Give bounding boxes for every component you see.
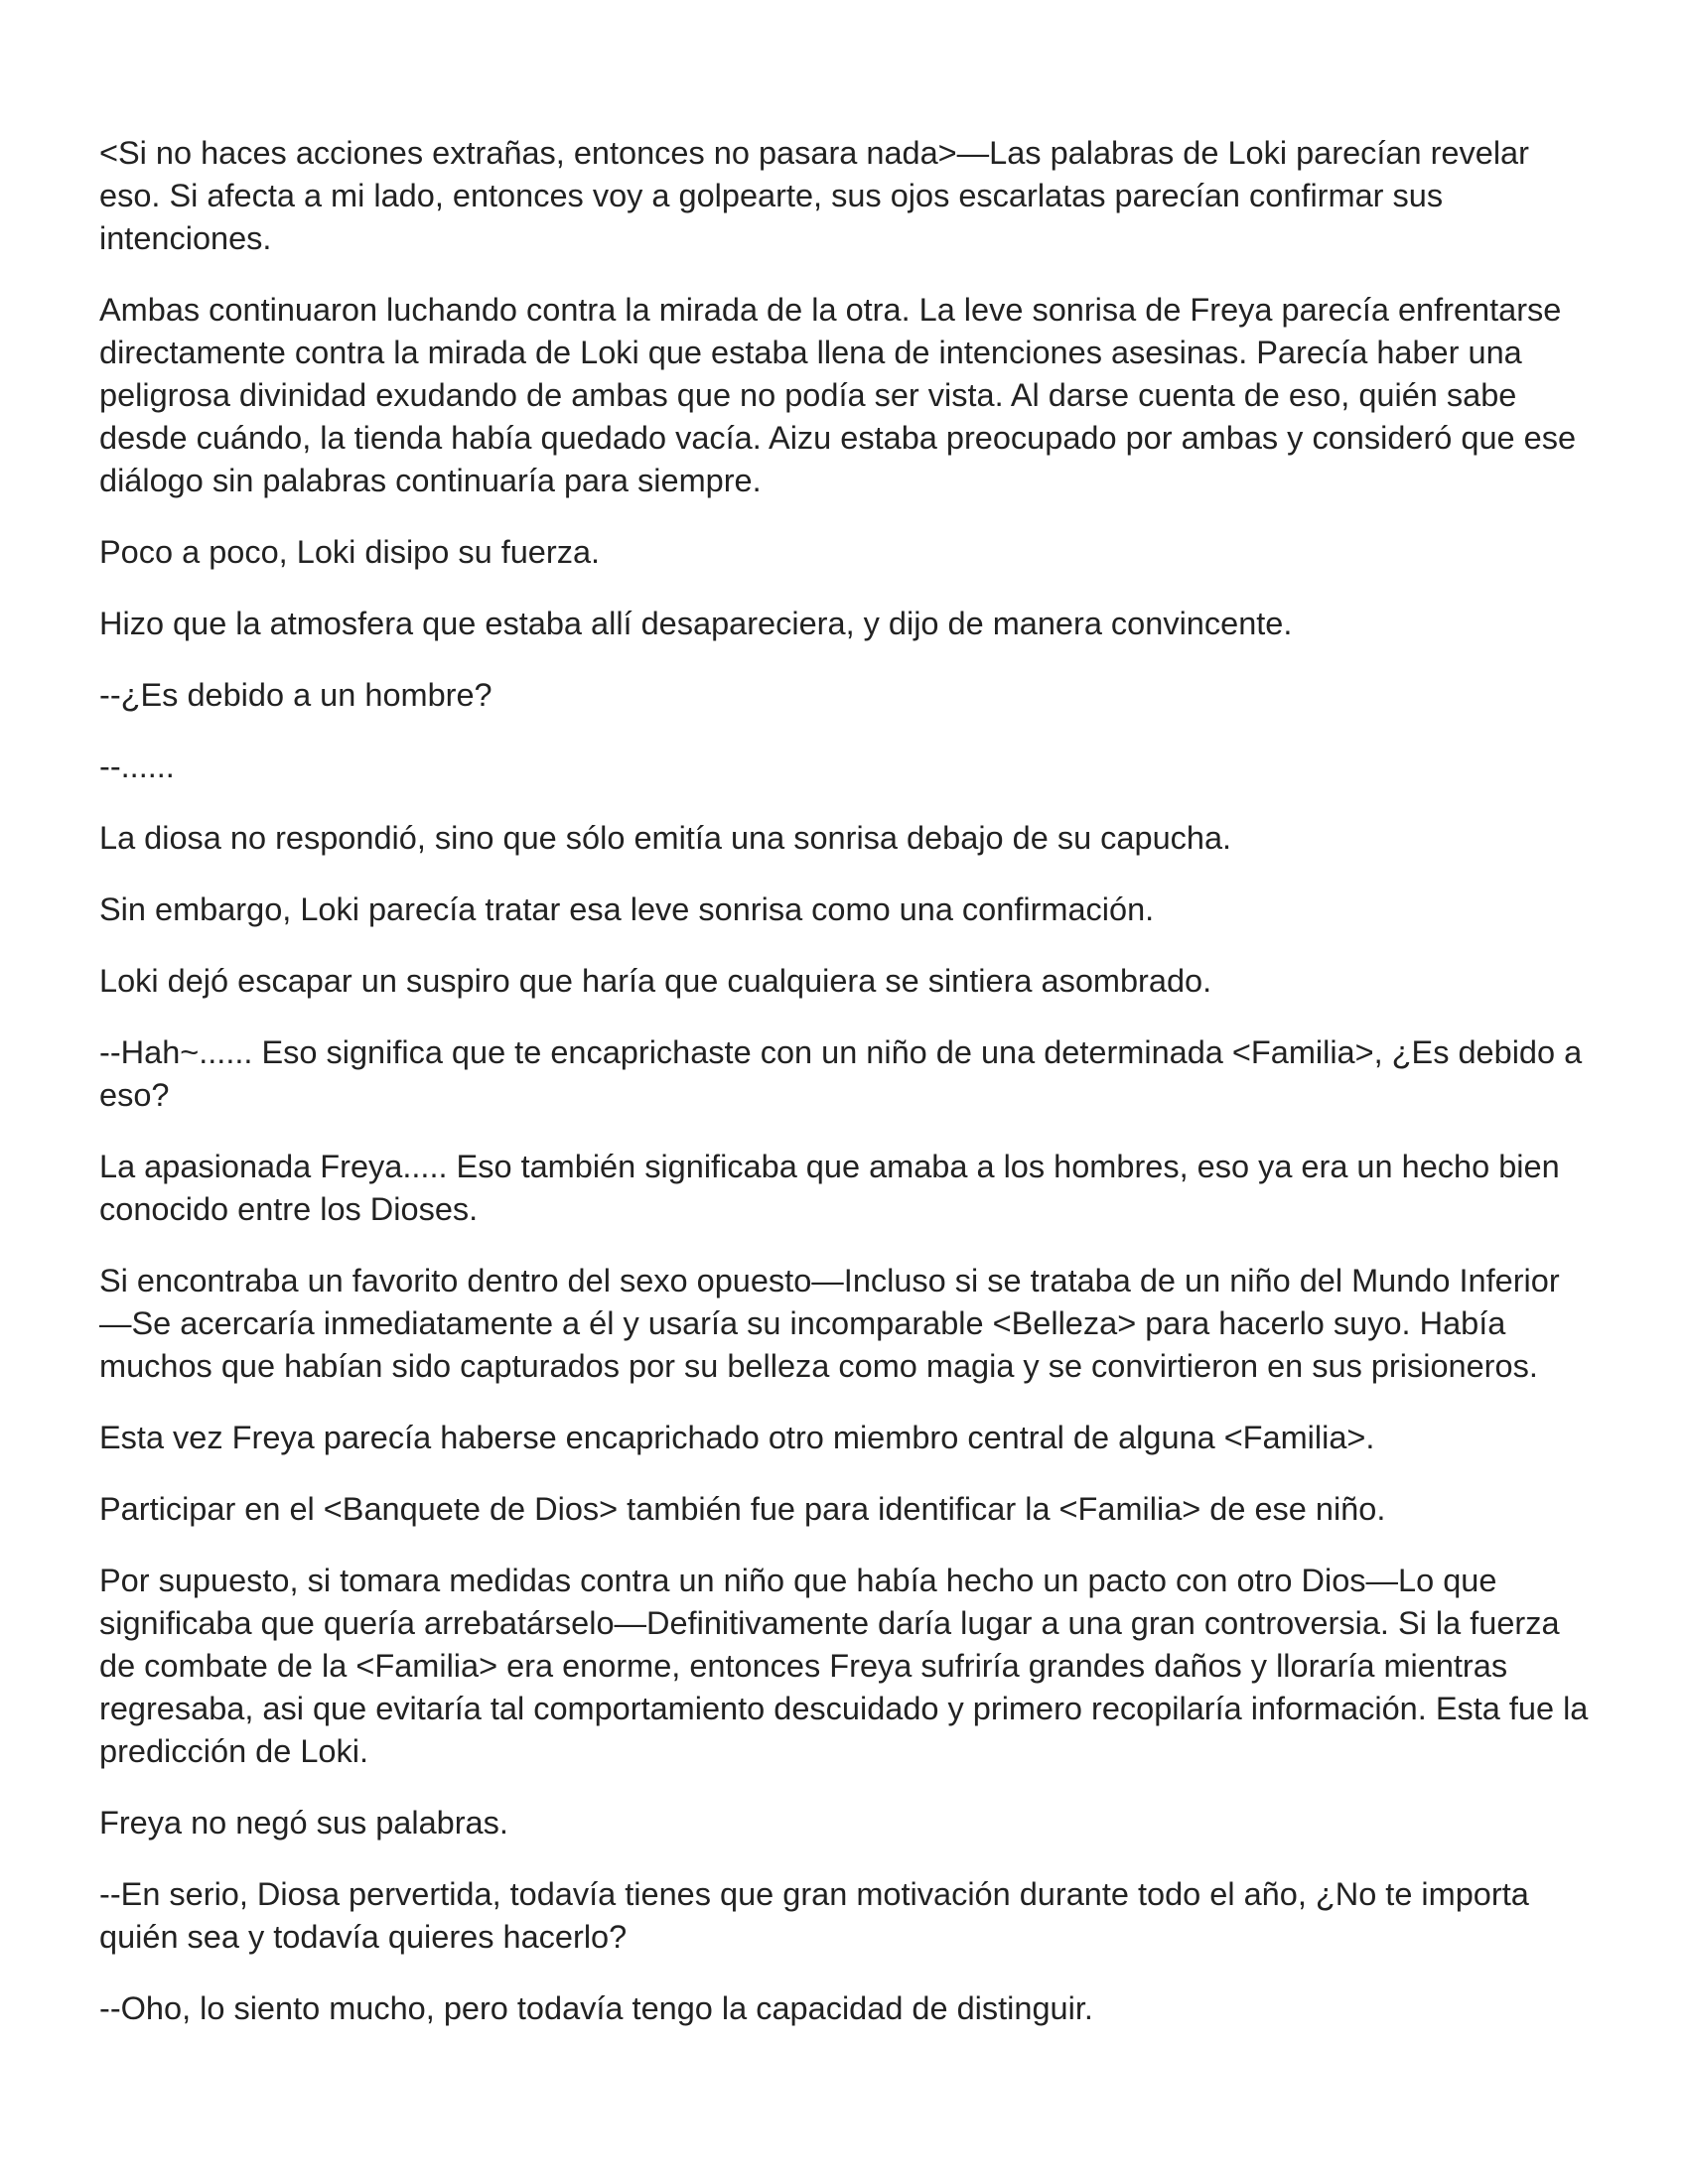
paragraph: La diosa no respondió, sino que sólo emitía una sonrisa debajo de su capucha. <box>99 820 1232 856</box>
paragraph: --Oho, lo siento mucho, pero todavía tengo la capacidad de distinguir. <box>99 1990 1093 2026</box>
paragraph: Sin embargo, Loki parecía tratar esa leve sonrisa como una confirmación. <box>99 891 1155 927</box>
paragraph: Si encontraba un favorito dentro del sexo opuesto—Incluso si se trataba de un niño del Mundo Inferior—Se acercaría inmediatamente a él y usaría su incomparable <Belleza> para hacerlo suyo. Había muchos que habían sido capturados por su belleza como magia y se convirtieron en sus prisioneros. <box>99 1263 1560 1384</box>
paragraph: <Si no haces acciones extrañas, entonces no pasara nada>—Las palabras de Loki parecían revelar eso. Si afecta a mi lado, entonces voy a golpearte, sus ojos escarlatas parecían confirmar sus intenciones. <box>99 135 1529 256</box>
paragraph: --Hah~...... Eso significa que te encaprichaste con un niño de una determinada <Familia>, ¿Es debido a eso? <box>99 1034 1583 1113</box>
paragraph: Freya no negó sus palabras. <box>99 1805 508 1841</box>
paragraph: Participar en el <Banquete de Dios> también fue para identificar la <Familia> de ese niño. <box>99 1491 1386 1527</box>
paragraph: Ambas continuaron luchando contra la mirada de la otra. La leve sonrisa de Freya parecía enfrentarse directamente contra la mirada de Loki que estaba llena de intenciones asesinas. Parecía haber una peligrosa divinidad exudando de ambas que no podía ser vista. Al darse cuenta de eso, quién sabe desde cuándo, la tienda había quedado vacía. Aizu estaba preocupado por ambas y consideró que ese diálogo sin palabras continuaría para siempre. <box>99 292 1577 498</box>
paragraph: --En serio, Diosa pervertida, todavía tienes que gran motivación durante todo el año, ¿No te importa quién sea y todavía quieres hacerlo? <box>99 1876 1529 1955</box>
paragraph: Hizo que la atmosfera que estaba allí desapareciera, y dijo de manera convincente. <box>99 606 1293 641</box>
paragraph: --...... <box>99 749 175 784</box>
paragraph: Por supuesto, si tomara medidas contra un niño que había hecho un pacto con otro Dios—Lo que significaba que quería arrebatárselo—Definitivamente daría lugar a una gran controversia. Si la fuerza de combate de la <Familia> era enorme, entonces Freya sufriría grandes daños y lloraría mientras regresaba, asi que evitaría tal comportamiento descuidado y primero recopilaría información. Esta fue la predicción de Loki. <box>99 1563 1589 1769</box>
paragraph: Poco a poco, Loki disipo su fuerza. <box>99 534 601 570</box>
body-text <box>99 132 1589 2030</box>
paragraph: Loki dejó escapar un suspiro que haría que cualquiera se sintiera asombrado. <box>99 963 1212 999</box>
paragraph: --¿Es debido a un hombre? <box>99 677 492 713</box>
paragraph: Esta vez Freya parecía haberse encaprichado otro miembro central de alguna <Familia>. <box>99 1420 1375 1455</box>
paragraph: La apasionada Freya..... Eso también significaba que amaba a los hombres, eso ya era un hecho bien conocido entre los Dioses. <box>99 1149 1560 1227</box>
